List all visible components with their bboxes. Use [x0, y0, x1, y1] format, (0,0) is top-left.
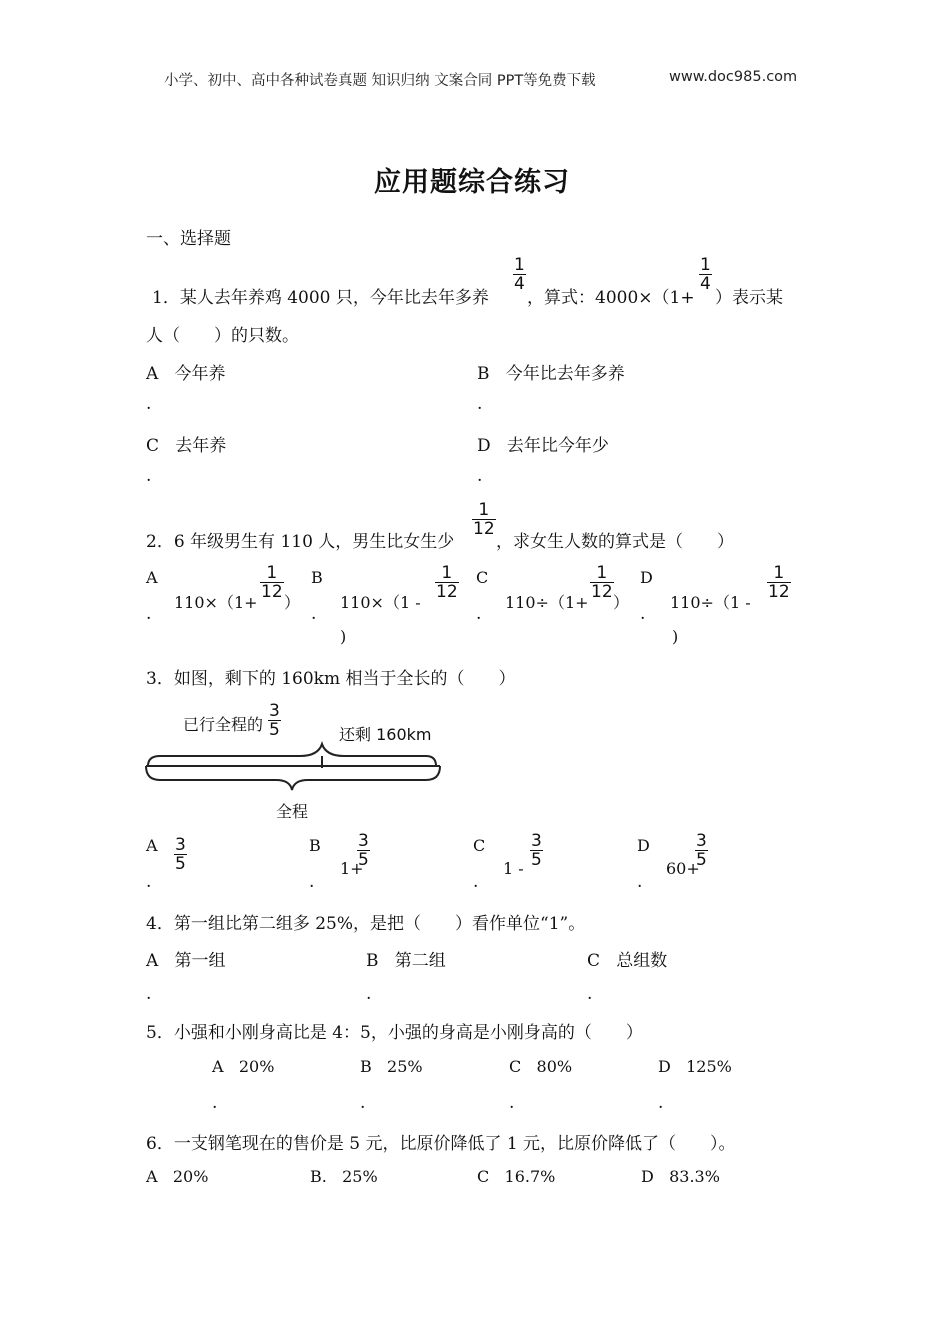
q1-frac1-den: 4: [514, 274, 525, 294]
q1-option-d[interactable]: [477, 431, 609, 456]
frac-num: 3: [175, 835, 186, 855]
option-dot: .: [637, 872, 643, 892]
q2-option-a-text[interactable]: 110×（1+: [174, 593, 258, 612]
q6-option-c[interactable]: [477, 1167, 555, 1186]
q4-option-a[interactable]: [146, 946, 226, 971]
option-dot: .: [473, 872, 479, 892]
q5-option-d[interactable]: [658, 1057, 732, 1076]
q5-stem: 5．小强和小刚身高比是 4：5，小强的身高是小刚身高的（ ）: [146, 1023, 643, 1043]
q1-frac1-num: 1: [514, 255, 525, 275]
option-text: 125%: [686, 1057, 732, 1076]
q1-stem-part1: 1．某人去年养鸡 4000 只，今年比去年多养: [152, 288, 489, 308]
option-dot: .: [509, 1093, 515, 1113]
q2-option-d-text[interactable]: 110÷（1 -: [670, 593, 751, 612]
option-text: 今年比去年多养: [505, 364, 625, 384]
option-dot: .: [212, 1093, 218, 1113]
frac-den: 5: [269, 720, 280, 740]
frac-num: 3: [269, 701, 280, 721]
q3-option-d-letter[interactable]: D: [637, 836, 650, 855]
page-title: 应用题综合练习: [374, 167, 570, 198]
q3-option-a-fraction: [174, 836, 187, 873]
option-text: 20%: [238, 1057, 275, 1076]
option-text: 83.3%: [669, 1167, 720, 1186]
header-text: 小学、初中、高中各种试卷真题 知识归纳 文案合同 PPT等免费下载: [164, 73, 596, 89]
frac-den: 12: [261, 582, 283, 602]
lower-brace: [146, 766, 440, 790]
option-letter: A: [146, 951, 159, 971]
option-letter: D: [641, 1167, 654, 1186]
option-letter: C: [509, 1057, 522, 1076]
q2-option-a-letter[interactable]: A: [146, 568, 158, 587]
option-letter: D: [658, 1057, 671, 1076]
option-letter: C: [587, 951, 601, 971]
option-text: 第一组: [174, 951, 226, 971]
q4-option-b[interactable]: [366, 946, 446, 971]
q5-option-a[interactable]: [212, 1057, 274, 1076]
option-text: 25%: [387, 1057, 423, 1076]
q1-stem-line2: 人（ ）的只数。: [146, 326, 299, 346]
q6-option-a[interactable]: [146, 1167, 208, 1186]
option-letter: A: [146, 364, 159, 384]
frac-den: 5: [531, 850, 542, 870]
q2-option-c-fraction: [590, 564, 614, 601]
option-text: 25%: [342, 1167, 378, 1186]
option-text: 80%: [536, 1057, 573, 1076]
q3-option-b-prefix: 1+: [340, 859, 364, 878]
q3-option-c-prefix: 1 -: [503, 859, 524, 878]
frac-den: 5: [696, 850, 707, 870]
q2-fraction: [472, 501, 496, 538]
frac-den: 5: [358, 850, 369, 870]
q2-stem-part2: ，求女生人数的算式是（ ）: [496, 532, 734, 552]
q3-option-d-fraction: [695, 832, 708, 869]
option-letter: C: [477, 1167, 490, 1186]
diagram-traveled-label: 已行全程的: [183, 715, 264, 734]
q3-option-d-prefix: 60+: [666, 859, 700, 878]
q2-option-d-fraction: [767, 564, 791, 601]
option-dot: .: [146, 604, 152, 624]
q3-option-c-letter[interactable]: C: [473, 836, 486, 855]
option-dot: .: [146, 466, 152, 486]
distance-brace-diagram: [140, 738, 450, 798]
option-letter: B: [360, 1057, 372, 1076]
option-letter: B: [366, 951, 379, 971]
q1-stem-part2: ，算式：4000×（1+: [527, 288, 695, 308]
frac-num: 3: [696, 831, 707, 851]
frac-num: 1: [441, 563, 453, 583]
option-dot: .: [360, 1093, 366, 1113]
option-dot: .: [146, 872, 152, 892]
frac-den: 5: [175, 854, 186, 874]
q2-option-b-close: ): [340, 627, 347, 646]
option-letter: D: [477, 436, 491, 456]
q4-option-c[interactable]: [587, 946, 667, 971]
option-text: 去年养: [175, 436, 227, 456]
q5-option-b[interactable]: [360, 1057, 423, 1076]
option-letter: A: [146, 1167, 158, 1186]
option-dot: .: [587, 984, 593, 1004]
q2-option-a-fraction: [260, 564, 284, 601]
option-dot: .: [146, 984, 152, 1004]
option-dot: .: [309, 872, 315, 892]
frac-num: 3: [358, 831, 369, 851]
q1-option-b[interactable]: [477, 359, 625, 384]
q2-option-d-letter[interactable]: D: [640, 568, 653, 587]
q5-option-c[interactable]: [509, 1057, 572, 1076]
upper-brace: [148, 744, 436, 766]
option-dot: .: [146, 394, 152, 414]
q1-fraction-1: [513, 256, 526, 293]
frac-num: 1: [266, 563, 278, 583]
q1-frac2-num: 1: [700, 255, 711, 275]
option-letter: B: [477, 364, 490, 384]
diagram-remaining-label: 还剩 160km: [339, 725, 432, 744]
q2-option-d-close: ): [672, 627, 679, 646]
frac-num: 1: [773, 563, 785, 583]
q2-option-c-close: ）: [613, 593, 630, 612]
option-text: 今年养: [174, 364, 226, 384]
option-text: 20%: [172, 1167, 209, 1186]
q4-stem: 4．第一组比第二组多 25%，是把（ ）看作单位“1”。: [146, 914, 586, 934]
option-dot: .: [640, 604, 646, 624]
option-dot: .: [477, 394, 483, 414]
q2-option-a-close: ）: [284, 593, 301, 612]
q3-option-b-letter[interactable]: B: [309, 836, 321, 855]
option-text: 第二组: [394, 951, 446, 971]
diagram-whole-label: 全程: [276, 802, 309, 821]
q2-option-c-text[interactable]: 110÷（1+: [505, 593, 589, 612]
header-site-link[interactable]: www.doc985.com: [669, 69, 798, 85]
option-dot: .: [476, 604, 482, 624]
q1-fraction-2: [699, 256, 712, 293]
option-letter: C: [146, 436, 160, 456]
q6-option-b[interactable]: [310, 1167, 378, 1186]
option-text: 16.7%: [504, 1167, 556, 1186]
q3-option-a-letter[interactable]: A: [146, 836, 158, 855]
q2-option-b-text[interactable]: 110×（1 -: [340, 593, 421, 612]
q3-option-b-fraction: [357, 832, 370, 869]
q2-option-b-letter[interactable]: B: [311, 568, 323, 587]
q1-option-a[interactable]: [146, 359, 226, 384]
q2-frac-den: 12: [473, 519, 495, 539]
q1-option-c[interactable]: [146, 431, 226, 456]
q2-stem-part1: 2．6 年级男生有 110 人，男生比女生少: [146, 532, 455, 552]
option-letter: A: [212, 1057, 224, 1076]
frac-den: 12: [591, 582, 613, 602]
option-dot: .: [311, 604, 317, 624]
diagram-fraction: [268, 702, 281, 739]
q2-frac-num: 1: [478, 500, 490, 520]
frac-den: 12: [768, 582, 790, 602]
option-text: 去年比今年少: [506, 436, 609, 456]
option-letter: B.: [310, 1167, 327, 1186]
q6-option-d[interactable]: [641, 1167, 720, 1186]
option-text: 总组数: [616, 951, 668, 971]
q3-stem: 3．如图，剩下的 160km 相当于全长的（ ）: [146, 669, 516, 689]
option-dot: .: [658, 1093, 664, 1113]
frac-num: 3: [531, 831, 542, 851]
q1-stem-part3: ）表示某: [715, 288, 783, 308]
q1-frac2-den: 4: [700, 274, 711, 294]
option-dot: .: [366, 984, 372, 1004]
q2-option-b-fraction: [435, 564, 459, 601]
q3-option-c-fraction: [530, 832, 543, 869]
q6-stem: 6．一支钢笔现在的售价是 5 元，比原价降低了 1 元，比原价降低了（ ）。: [146, 1134, 736, 1154]
option-dot: .: [477, 466, 483, 486]
frac-den: 12: [436, 582, 458, 602]
q2-option-c-letter[interactable]: C: [476, 568, 489, 587]
frac-num: 1: [596, 563, 608, 583]
section-heading: 一、选择题: [146, 229, 231, 249]
